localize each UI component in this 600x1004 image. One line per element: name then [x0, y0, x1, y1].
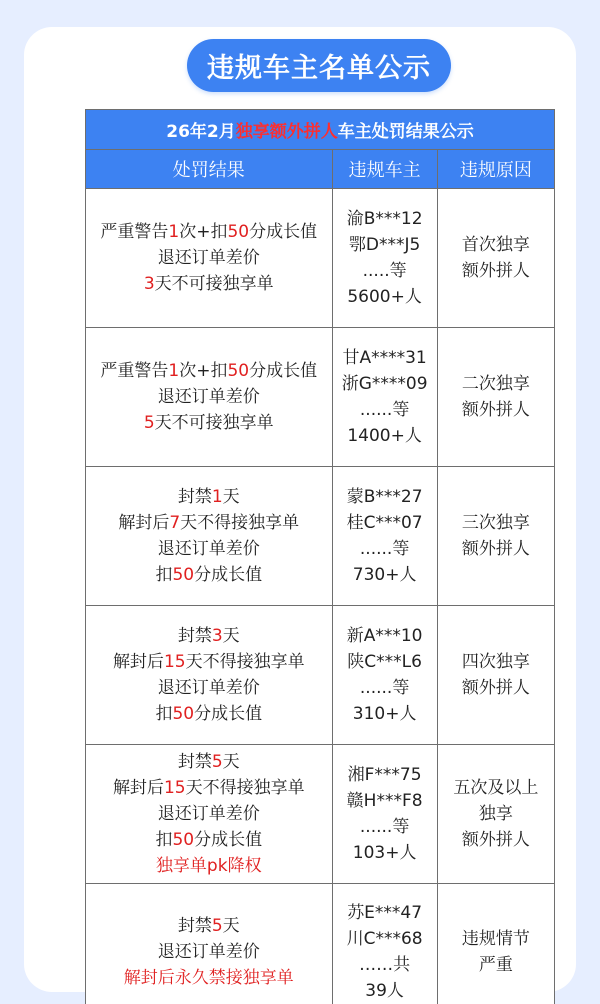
reason-cell: [437, 606, 554, 745]
penalty-text: 解封后: [112, 778, 164, 798]
notice-card: [24, 27, 576, 1001]
owner-line: 川C***68: [346, 929, 423, 949]
penalty-text: 封禁: [177, 916, 212, 936]
penalty-text: 分成长值: [194, 704, 263, 724]
owner-line: 310+人: [352, 704, 417, 724]
penalty-text: 分成长值: [249, 361, 318, 381]
owners-cell: [332, 745, 437, 884]
penalty-highlight: 7: [169, 513, 181, 533]
owner-line: 湘F***75: [347, 765, 422, 785]
owner-line: .....等: [362, 261, 407, 281]
penalty-text: 退还订单差价: [157, 539, 260, 559]
penalty-text: 扣: [155, 565, 173, 585]
penalty-text: 天不可接独享单: [154, 413, 274, 433]
penalty-text: 退还订单差价: [157, 387, 260, 407]
reason-cell: [437, 189, 554, 328]
reason-cell: [437, 884, 554, 1004]
owners-cell: [332, 189, 437, 328]
penalty-text: 封禁: [177, 752, 212, 772]
penalty-line: [86, 536, 332, 562]
reason-line: 额外拼人: [461, 400, 530, 420]
table-caption-row: [86, 110, 555, 150]
table-header-row: [86, 150, 555, 189]
table-caption: [86, 110, 555, 150]
reason-cell: [437, 467, 554, 606]
reason-line: 额外拼人: [461, 830, 530, 850]
owner-line: 5600+人: [347, 287, 422, 307]
penalty-text: 天: [222, 626, 240, 646]
header-reason: 违规原因: [437, 150, 554, 189]
owner-line: ......等: [359, 400, 410, 420]
penalty-line: [86, 965, 332, 991]
penalty-highlight: 1: [168, 361, 180, 381]
penalty-line: [86, 827, 332, 853]
owners-cell: [332, 328, 437, 467]
reason-line: 三次独享: [461, 513, 530, 533]
owner-line: 陕C***L6: [347, 652, 422, 672]
penalty-highlight: 5: [211, 752, 223, 772]
penalty-highlight: 50: [227, 222, 250, 242]
owner-line: 甘A****31: [342, 348, 427, 368]
penalty-line: [86, 510, 332, 536]
table-row: [86, 189, 555, 328]
owners-cell: [332, 606, 437, 745]
owner-line: 730+人: [352, 565, 417, 585]
penalty-line: [86, 219, 332, 245]
penalty-text: 天: [222, 916, 240, 936]
penalty-line: [86, 484, 332, 510]
owner-line: 赣H***F8: [346, 791, 423, 811]
penalty-text: 退还订单差价: [157, 678, 260, 698]
penalty-highlight: 50: [172, 565, 195, 585]
table-row: [86, 745, 555, 884]
owner-line: 苏E***47: [347, 903, 423, 923]
owner-line: 1400+人: [347, 426, 422, 446]
penalty-cell: [86, 884, 333, 1004]
penalty-highlight: 独享单pk降权: [155, 856, 262, 876]
penalty-line: [86, 384, 332, 410]
owner-line: ......等: [359, 539, 410, 559]
caption-prefix: 26年2月: [166, 122, 236, 142]
penalty-line: [86, 562, 332, 588]
penalty-text: 次+扣: [179, 222, 228, 242]
penalty-cell: [86, 467, 333, 606]
penalty-highlight: 15: [163, 778, 186, 798]
penalty-text: 天: [222, 487, 240, 507]
penalty-text: 退还订单差价: [157, 942, 260, 962]
owner-line: ......等: [359, 817, 410, 837]
owners-cell: [332, 884, 437, 1004]
owner-line: 新A***10: [346, 626, 423, 646]
penalty-line: [86, 649, 332, 675]
table-row: [86, 606, 555, 745]
penalty-highlight: 3: [143, 274, 155, 294]
penalty-highlight: 5: [143, 413, 155, 433]
owner-line: 鄂D***J5: [348, 235, 421, 255]
reason-line: 额外拼人: [461, 261, 530, 281]
header-penalty: 处罚结果: [86, 150, 333, 189]
penalty-highlight: 1: [168, 222, 180, 242]
penalty-text: 退还订单差价: [157, 248, 260, 268]
penalty-line: [86, 358, 332, 384]
table-row: [86, 328, 555, 467]
penalty-text: 分成长值: [249, 222, 318, 242]
penalty-text: 严重警告: [100, 222, 169, 242]
penalty-text: 天不得接独享单: [180, 513, 300, 533]
reason-line: 首次独享: [461, 235, 530, 255]
penalty-highlight: 解封后永久禁接独享单: [123, 968, 294, 988]
penalty-text: 天不得接独享单: [185, 652, 305, 672]
penalty-line: [86, 410, 332, 436]
penalty-table: [85, 109, 555, 1004]
reason-line: 违规情节: [461, 929, 530, 949]
reason-line: 二次独享: [461, 374, 530, 394]
penalty-line: [86, 853, 332, 879]
penalty-text: 严重警告: [100, 361, 169, 381]
owner-line: 桂C***07: [346, 513, 423, 533]
owner-line: ……共: [359, 955, 411, 975]
table-row: [86, 884, 555, 1004]
penalty-text: 扣: [155, 830, 173, 850]
penalty-line: [86, 245, 332, 271]
penalty-highlight: 50: [227, 361, 250, 381]
penalty-text: 解封后: [112, 652, 164, 672]
owner-line: 蒙B***27: [346, 487, 423, 507]
reason-line: 四次独享: [461, 652, 530, 672]
penalty-text: 次+扣: [179, 361, 228, 381]
table-row: [86, 467, 555, 606]
reason-line: 五次及以上: [453, 778, 539, 798]
penalty-line: [86, 939, 332, 965]
reason-line: 严重: [478, 955, 513, 975]
penalty-line: [86, 623, 332, 649]
penalty-line: [86, 675, 332, 701]
penalty-text: 退还订单差价: [157, 804, 260, 824]
penalty-cell: [86, 189, 333, 328]
reason-line: 独享: [478, 804, 513, 824]
caption-suffix: 车主处罚结果公示: [337, 122, 474, 142]
owners-cell: [332, 467, 437, 606]
penalty-text: 天不可接独享单: [154, 274, 274, 294]
penalty-text: 封禁: [177, 626, 212, 646]
penalty-text: 封禁: [177, 487, 212, 507]
penalty-text: 分成长值: [194, 830, 263, 850]
owner-line: 浙G****09: [341, 374, 428, 394]
owner-line: 渝B***12: [346, 209, 423, 229]
penalty-text: 天不得接独享单: [185, 778, 305, 798]
owner-line: ......等: [359, 678, 410, 698]
penalty-line: [86, 701, 332, 727]
reason-cell: [437, 328, 554, 467]
page-title: 违规车主名单公示: [187, 39, 451, 92]
penalty-cell: [86, 328, 333, 467]
caption-highlight: 独享额外拼人: [235, 122, 338, 142]
penalty-highlight: 50: [172, 704, 195, 724]
penalty-line: [86, 271, 332, 297]
penalty-text: 解封后: [118, 513, 170, 533]
penalty-text: 分成长值: [194, 565, 263, 585]
penalty-text: 天: [222, 752, 240, 772]
owner-line: 39人: [365, 981, 404, 1001]
penalty-cell: [86, 745, 333, 884]
penalty-line: [86, 913, 332, 939]
reason-line: 额外拼人: [461, 539, 530, 559]
penalty-line: [86, 775, 332, 801]
penalty-highlight: 1: [211, 487, 223, 507]
header-owners: 违规车主: [332, 150, 437, 189]
reason-cell: [437, 745, 554, 884]
penalty-highlight: 15: [163, 652, 186, 672]
owner-line: 103+人: [352, 843, 417, 863]
penalty-line: [86, 801, 332, 827]
penalty-line: [86, 749, 332, 775]
reason-line: 额外拼人: [461, 678, 530, 698]
penalty-highlight: 3: [211, 626, 223, 646]
penalty-highlight: 5: [211, 916, 223, 936]
penalty-text: 扣: [155, 704, 173, 724]
penalty-highlight: 50: [172, 830, 195, 850]
penalty-cell: [86, 606, 333, 745]
